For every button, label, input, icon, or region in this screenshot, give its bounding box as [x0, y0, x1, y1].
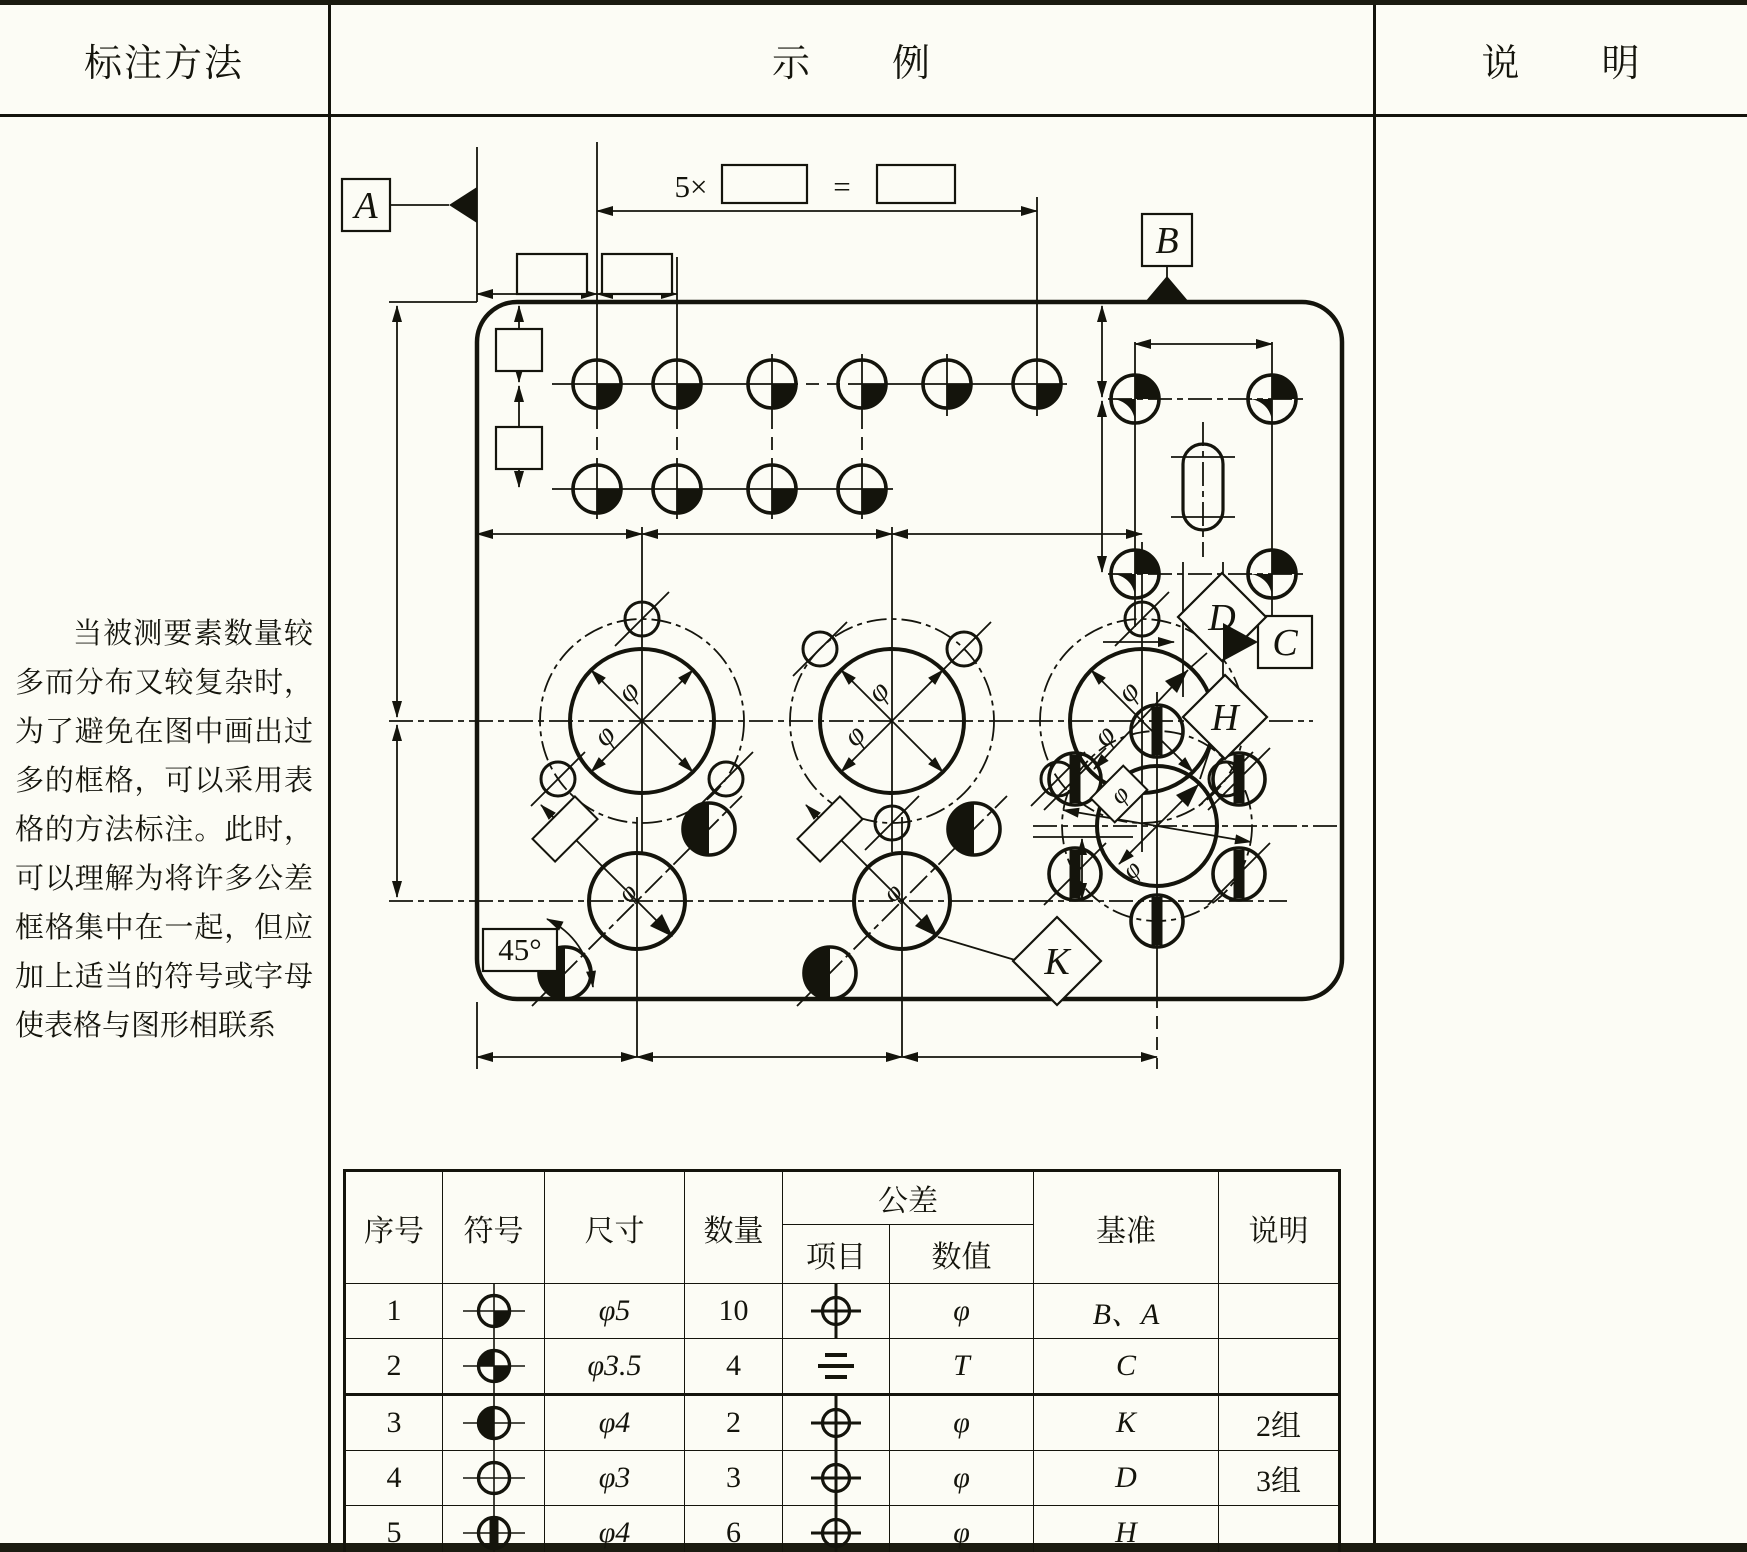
- method-cell: [0, 117, 331, 1543]
- dim-box: [602, 254, 672, 294]
- method-text: 当被测要素数量较多而分布又较复杂时，为了避免在图中画出过多的框格，可以采用表格的方法标注。此时，可以理解为将许多公差框格集中在一起，但应加上适当的符号或字母使表格与图形相联系: [15, 617, 313, 1042]
- datum-a-triangle: [449, 187, 477, 223]
- row-tol-value: φ: [890, 1506, 1034, 1552]
- row-note: [1219, 1506, 1340, 1552]
- layout-table: [0, 5, 1747, 1549]
- table-row: [345, 1506, 1340, 1552]
- count-label: 5×: [674, 169, 708, 204]
- row-qty: 4: [685, 1339, 783, 1395]
- phi-label: φ: [860, 673, 896, 709]
- row-datum: B、A: [1034, 1284, 1219, 1339]
- circle-open-icon: [462, 1451, 526, 1505]
- dim-box: [517, 254, 587, 294]
- row-tol-value: φ: [890, 1284, 1034, 1339]
- circle-quadrant-br-icon: [462, 1284, 526, 1338]
- th-tol-value: 数值: [890, 1225, 1034, 1284]
- row-tol-item: [783, 1451, 890, 1506]
- row-size: φ3: [545, 1451, 685, 1506]
- note-cell: [1376, 117, 1747, 1543]
- circle-quadrant-tl-br-icon: [462, 1339, 526, 1393]
- th-tolerance: 公差: [783, 1171, 1034, 1225]
- phi-label: φ: [1104, 779, 1135, 810]
- row-size: φ4: [545, 1506, 685, 1552]
- row-note: [1219, 1339, 1340, 1395]
- position-tolerance-icon: [804, 1284, 868, 1338]
- phi-label: φ: [1086, 717, 1122, 753]
- th-datum: 基准: [1034, 1171, 1219, 1284]
- circle-bar-vertical-icon: [462, 1506, 526, 1552]
- header-col-example: 示 例: [331, 5, 1376, 117]
- row-symbol: [443, 1506, 545, 1552]
- row-no: 3: [345, 1395, 443, 1451]
- angle-label: 45°: [498, 932, 542, 967]
- table-row: [345, 1395, 1340, 1451]
- group-d-label: D: [1208, 597, 1236, 639]
- row-qty: 2: [685, 1395, 783, 1451]
- dim-box: [877, 165, 955, 203]
- row-qty: 3: [685, 1451, 783, 1506]
- row-tol-item: [783, 1506, 890, 1552]
- phi-label: φ: [877, 877, 908, 908]
- datum-b-triangle: [1145, 276, 1189, 302]
- example-drawing: [333, 117, 1373, 1164]
- phi-label: φ: [610, 673, 646, 709]
- position-tolerance-icon: [804, 1506, 868, 1552]
- th-size: 尺寸: [545, 1171, 685, 1284]
- phi-label: φ: [836, 717, 872, 753]
- row-no: 4: [345, 1451, 443, 1506]
- th-symbol: 符号: [443, 1171, 545, 1284]
- row-no: 1: [345, 1284, 443, 1339]
- row-tol-item: [783, 1339, 890, 1395]
- row-datum: D: [1034, 1451, 1219, 1506]
- row-tol-value: φ: [890, 1451, 1034, 1506]
- datum-c-label: C: [1272, 622, 1298, 664]
- row-symbol: [443, 1395, 545, 1451]
- row-note: [1219, 1284, 1340, 1339]
- dim-box: [722, 165, 807, 203]
- dim-box: [496, 427, 542, 469]
- header-col-note: 说 明: [1376, 5, 1747, 117]
- row-symbol: [443, 1339, 545, 1395]
- table-row: [345, 1451, 1340, 1506]
- row-size: φ4: [545, 1395, 685, 1451]
- th-qty: 数量: [685, 1171, 783, 1284]
- th-note: 说明: [1219, 1171, 1340, 1284]
- th-tol-item: 项目: [783, 1225, 890, 1284]
- th-no: 序号: [345, 1171, 443, 1284]
- row-datum: H: [1034, 1506, 1219, 1552]
- example-cell: [331, 117, 1376, 1549]
- phi-label: φ: [612, 877, 643, 908]
- phi-label: φ: [586, 717, 622, 753]
- phi-label: φ: [1110, 673, 1146, 709]
- symmetry-tolerance-icon: [804, 1339, 868, 1393]
- row-no: 2: [345, 1339, 443, 1395]
- row-qty: 6: [685, 1506, 783, 1552]
- row-symbol: [443, 1451, 545, 1506]
- position-tolerance-icon: [804, 1396, 868, 1450]
- row-symbol: [443, 1284, 545, 1339]
- spec-table: [343, 1169, 1341, 1552]
- row-size: φ3.5: [545, 1339, 685, 1395]
- header-col-method: 标注方法: [0, 5, 331, 117]
- group-k-label: K: [1044, 941, 1070, 983]
- row-qty: 10: [685, 1284, 783, 1339]
- table-row: [345, 1339, 1340, 1395]
- phi-label: φ: [1116, 854, 1147, 885]
- table-row: [345, 1284, 1340, 1339]
- row-tol-value: T: [890, 1339, 1034, 1395]
- equals-label: =: [833, 169, 851, 204]
- position-tolerance-icon: [804, 1451, 868, 1505]
- row-note: 3组: [1219, 1451, 1340, 1506]
- circle-half-left-icon: [462, 1396, 526, 1450]
- row-tol-value: φ: [890, 1395, 1034, 1451]
- row-datum: C: [1034, 1339, 1219, 1395]
- dim-box: [496, 329, 542, 371]
- row-no: 5: [345, 1506, 443, 1552]
- row-tol-item: [783, 1284, 890, 1339]
- row-datum: K: [1034, 1395, 1219, 1451]
- datum-a-label: A: [354, 185, 378, 227]
- row-note: 2组: [1219, 1395, 1340, 1451]
- datum-b-label: B: [1155, 220, 1179, 262]
- row-size: φ5: [545, 1284, 685, 1339]
- row-tol-item: [783, 1395, 890, 1451]
- group-h-label: H: [1211, 697, 1239, 739]
